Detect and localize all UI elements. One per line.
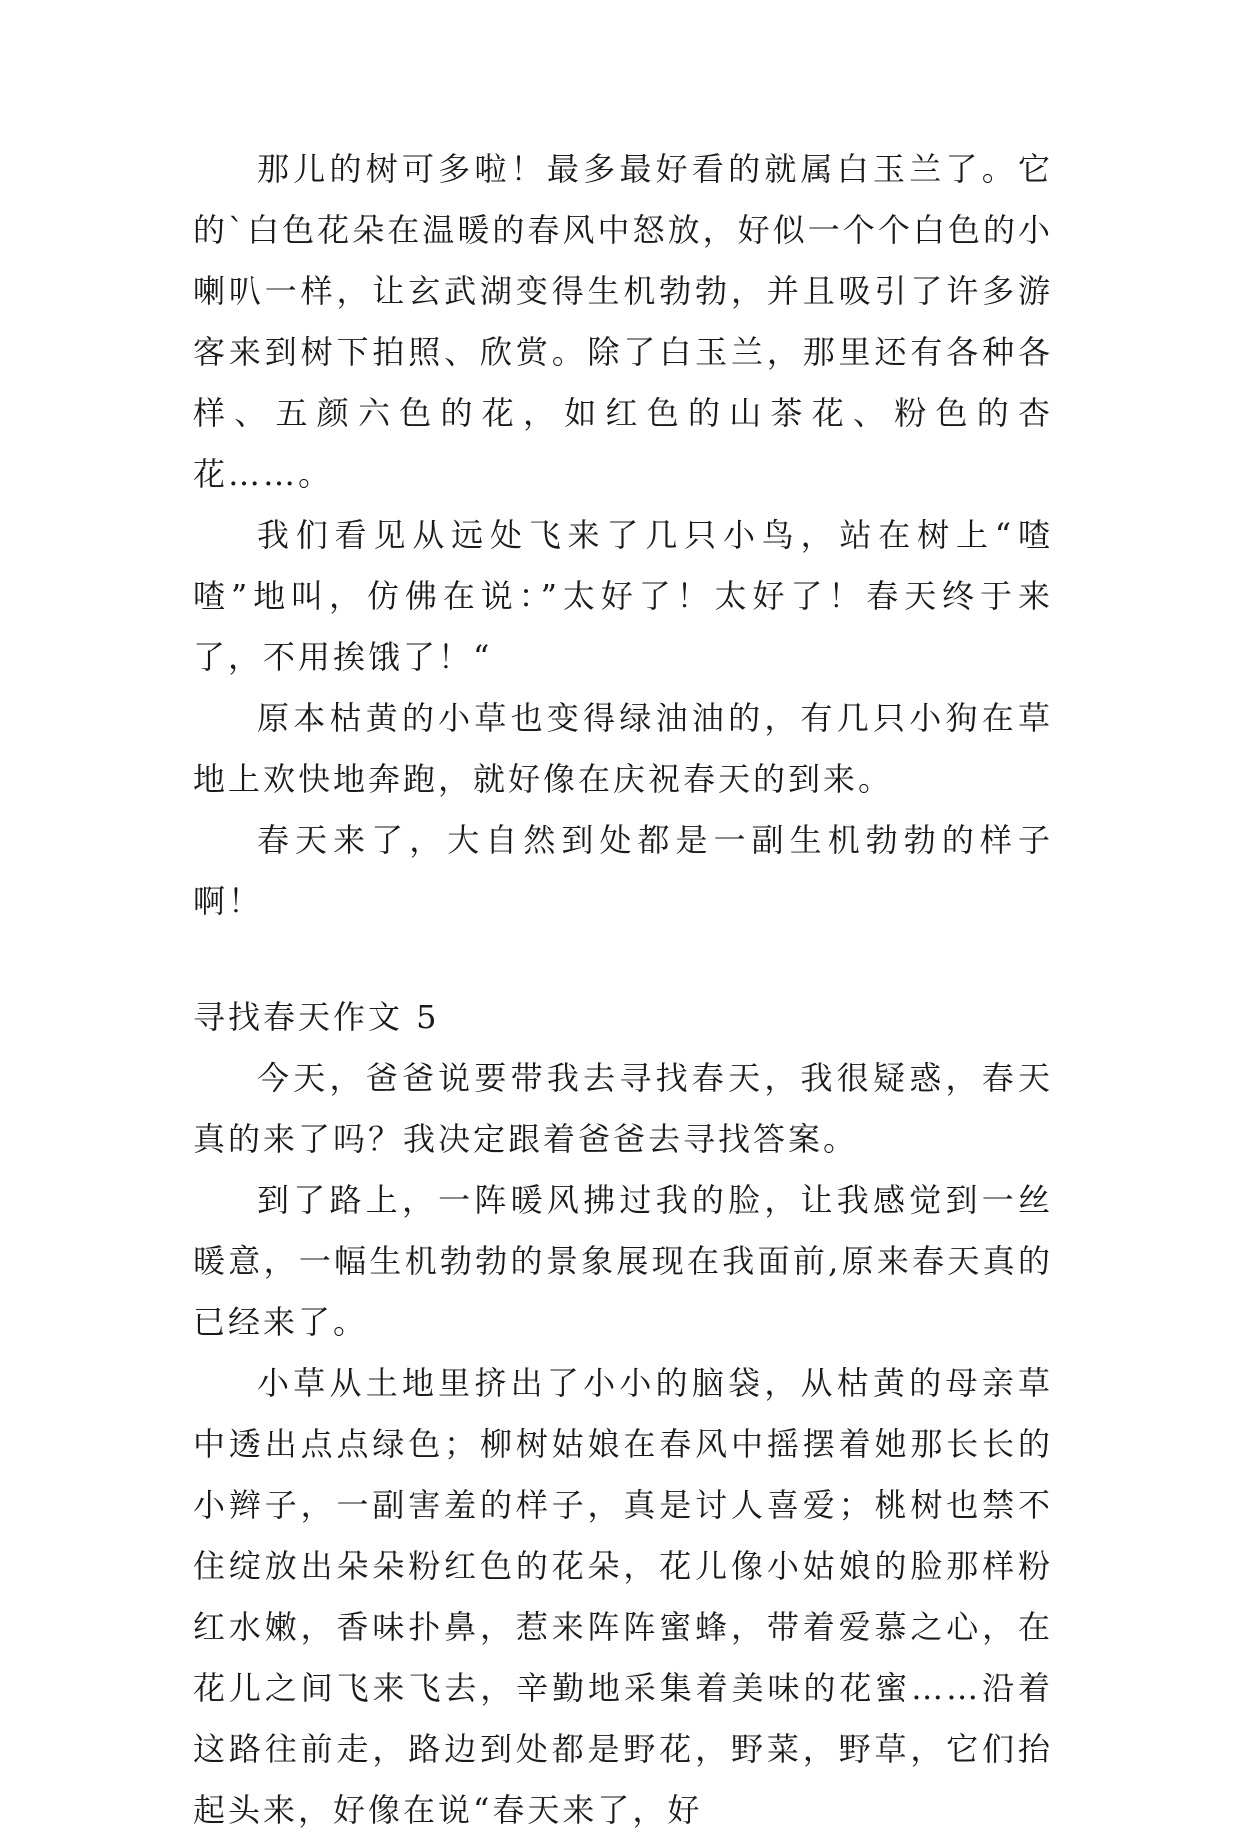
paragraph-magnolia: 那儿的树可多啦！最多最好看的就属白玉兰了。它的`白色花朵在温暖的春风中怒放，好似一个个白色的小喇叭一样，让玄武湖变得生机勃勃，并且吸引了许多游客来到树下拍照、欣赏。除了白玉兰，那里还有各种各样、五颜六色的花，如红色的山茶花、粉色的杏花……。 xyxy=(193,150,1053,493)
paragraph-spring-scene: 小草从土地里挤出了小小的脑袋，从枯黄的母亲草中透出点点绿色；柳树姑娘在春风中摇摆着她那长长的小辫子，一副害羞的样子，真是讨人喜爱；桃树也禁不住绽放出朵朵粉红色的花朵，花儿像小姑娘的脸那样粉红水嫩，香味扑鼻，惹来阵阵蜜蜂，带着爱慕之心，在花儿之间飞来飞去，辛勤地采集着美味的花蜜……沿着这路往前走，路边到处都是野花，野菜，野草，它们抬起头来，好像在说“春天来了，好 xyxy=(193,1364,1053,1829)
essay-heading: 寻找春天作文 5 xyxy=(193,998,440,1036)
paragraph-intro: 今天，爸爸说要带我去寻找春天，我很疑惑，春天真的来了吗？我决定跟着爸爸去寻找答案。 xyxy=(193,1059,1053,1158)
paragraph-grass-dogs: 原本枯黄的小草也变得绿油油的，有几只小狗在草地上欢快地奔跑，就好像在庆祝春天的到来。 xyxy=(193,699,1053,798)
section-spacer xyxy=(193,932,1053,987)
paragraph-warm-wind: 到了路上，一阵暖风拂过我的脸，让我感觉到一丝暖意，一幅生机勃勃的景象展现在我面前,原来春天真的已经来了。 xyxy=(193,1181,1053,1341)
document-body xyxy=(193,139,1053,1841)
paragraph-birds: 我们看见从远处飞来了几只小鸟，站在树上“喳喳”地叫，仿佛在说：”太好了！太好了！春天终于来了，不用挨饿了！“ xyxy=(193,516,1053,676)
paragraph-conclusion: 春天来了，大自然到处都是一副生机勃勃的样子啊！ xyxy=(193,821,1053,920)
